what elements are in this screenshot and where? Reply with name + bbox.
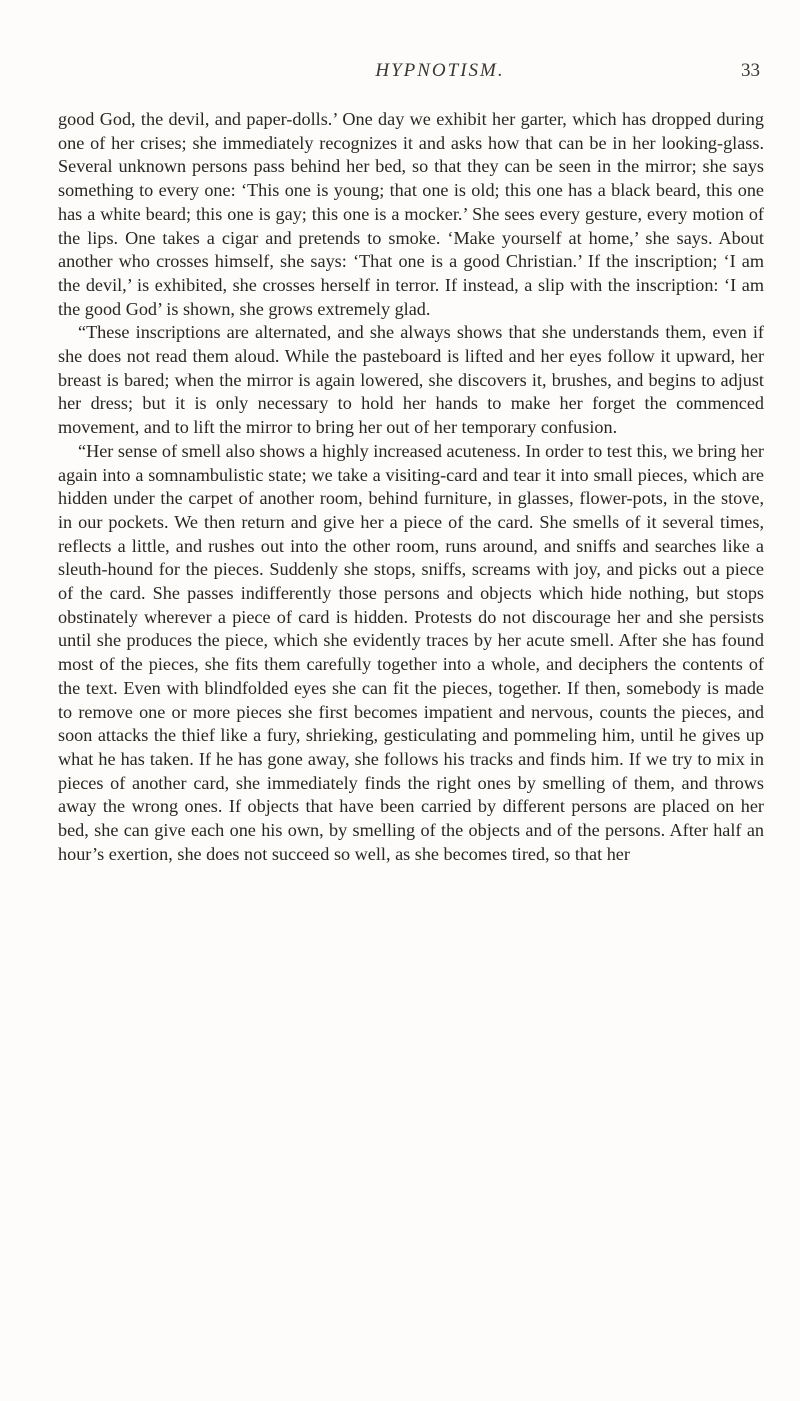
body-text (58, 108, 764, 867)
page-number: 33 (741, 60, 760, 81)
paragraph: “Her sense of smell also shows a highly increased acuteness. In order to test this, we bring her again into a somnambulistic state; we take a visiting-card and tear it into small pieces, which are hidden under the carpet of another room, behind furniture, in glasses, flower-pots, in the stove, in our pockets. We then return and give her a piece of the card. She smells of it several times, reflects a little, and rushes out into the other room, runs around, and sniffs and searches like a sleuth-hound for the pieces. Suddenly she stops, sniffs, screams with joy, and picks out a piece of the card. She passes indifferently those persons and objects which hide nothing, but stops obstinately wherever a piece of card is hidden. Protests do not discourage her and she persists until she produces the piece, which she evidently traces by her acute smell. After she has found most of the pieces, she fits them carefully together into a whole, and deciphers the contents of the text. Even with blindfolded eyes she can fit the pieces, together. If then, somebody is made to remove one or more pieces she first becomes impatient and nervous, counts the pieces, and soon attacks the thief like a fury, shrieking, gesticulating and pommeling him, until he gives up what he has taken. If he has gone away, she follows his tracks and finds him. If we try to mix in pieces of another card, she immediately finds the right ones by smelling of them, and throws away the wrong ones. If objects that have been carried by different persons are placed on her bed, she can give each one his own, by smelling of the objects and of the persons. After half an hour’s exertion, she does not succeed so well, as she becomes tired, so that her (58, 440, 764, 864)
paragraph: good God, the devil, and paper-dolls.’ One day we exhibit her garter, which has dropped during one of her crises; she immediately recognizes it and asks how that can be in her looking-glass. Several unknown persons pass behind her bed, so that they can be seen in the mirror; she says something to every one: ‘This one is young; that one is old; this one has a black beard, this one has a white beard; this one is gay; this one is a mocker.’ She sees every gesture, every motion of the lips. One takes a cigar and pretends to smoke. ‘Make yourself at home,’ she says. About another who crosses himself, she says: ‘That one is a good Christian.’ If the inscription; ‘I am the devil,’ is exhibited, she crosses herself in terror. If instead, a slip with the inscription: ‘I am the good God’ is shown, she grows extremely glad. (58, 109, 764, 319)
running-head (120, 60, 760, 90)
running-title: HYPNOTISM. (375, 60, 505, 81)
paragraph: “These inscriptions are alternated, and she always shows that she understands them, even if she does not read them aloud. While the pasteboard is lifted and her eyes follow it upward, her breast is bared; when the mirror is again lowered, she discovers it, brushes, and begins to adjust her dress; but it is only necessary to hold her hands to make her forget the commenced movement, and to lift the mirror to bring her out of her temporary confusion. (58, 322, 764, 438)
